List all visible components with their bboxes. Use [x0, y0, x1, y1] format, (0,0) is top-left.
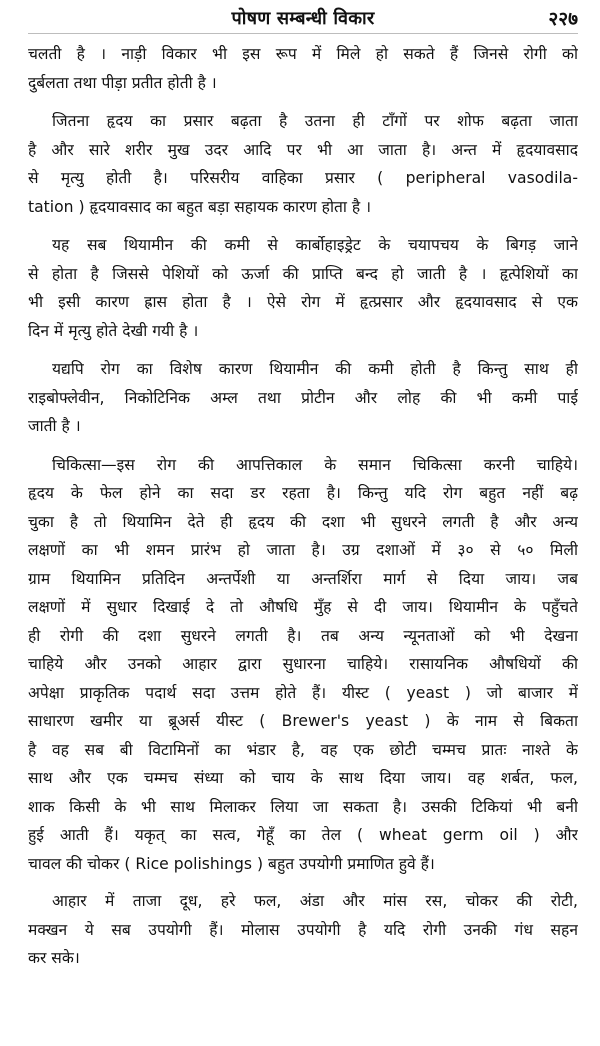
text-line: लक्षणों का भी शमन प्रारंभ हो जाता है। उग्र दशाओं में ३० से ५० मिली [28, 541, 578, 559]
text-line: दिन में मृत्यु होते देखी गयी है । [28, 321, 199, 340]
text-line: कर सके। [28, 949, 80, 967]
text-line: मक्खन ये सब उपयोगी हैं। मोलास उपयोगी है यदि रोगी उनकी गंध सहन [28, 920, 578, 939]
text-line: ही रोगी की दशा सुधरने लगती है। तब अन्य न्यूनताओं को भी देखना [28, 626, 578, 645]
paragraph-thiamine-deficiency [28, 231, 578, 345]
text-line: tation ) हृदयावसाद का बहुत बड़ा सहायक कारण होता है । [28, 197, 372, 216]
text-line: है वह सब बी विटामिनों का भंडार है, वह एक छोटी चम्मच प्रातः नाश्ते के [28, 740, 578, 759]
text-line: साधारण खमीर या ब्रूअर्स यीस्ट ( Brewer's yeast ) के नाम से बिकता [28, 712, 578, 730]
text-line: हुई आती हैं। यकृत् का सत्व, गेहूँ का तेल ( wheat germ oil ) और [28, 826, 578, 844]
text-line: साथ और एक चम्मच संध्या को चाय के साथ दिया जाय। वह शर्बत, फल, [28, 769, 578, 787]
text-line: अपेक्षा प्राकृतिक पदार्थ सदा उत्तम होते हैं। यीस्ट ( yeast ) जो बाजार में [28, 683, 578, 702]
text-line: चावल की चोकर ( Rice polishings ) बहुत उपयोगी प्रमाणित हुवे हैं। [28, 854, 435, 873]
paragraph-diet [28, 887, 578, 973]
text-line: चलती है । नाड़ी विकार भी इस रूप में मिले हो सकते हैं जिनसे रोगी को [28, 45, 578, 63]
text-line: से होता है जिससे पेशियों को ऊर्जा की प्राप्ति बन्द हो जाती है । हृत्पेशियों का [28, 264, 578, 283]
text-line: आहार में ताजा दूध, हरे फल, अंडा और मांस रस, चोकर की रोटी, [52, 892, 578, 910]
text-line: शाक किसी के भी साथ मिलाकर लिया जा सकता है। उसकी टिकियां भी बनी [28, 797, 578, 816]
paragraph-continuation [28, 40, 578, 97]
text-line: चुका है तो थियामिन देते ही हृदय की दशा भी सुधरने लगती है और अन्य [28, 512, 578, 531]
paragraph-heart-dilation [28, 107, 578, 221]
text-line: दुर्बलता तथा पीड़ा प्रतीत होती है । [28, 73, 217, 92]
text-line: जितना हृदय का प्रसार बढ़ता है उतना ही टाँगों पर शोफ बढ़ता जाता [52, 112, 578, 130]
text-line: लक्षणों में सुधार दिखाई दे तो औषधि मुँह से दी जाय। थियामीन के पहुँचते [28, 598, 578, 616]
text-line: जाती है । [28, 417, 81, 435]
text-line: हृदय के फेल होने का सदा डर रहता है। किन्तु यदि रोग बहुत नहीं बढ़ [28, 484, 578, 502]
page-number: २२७ [548, 8, 578, 30]
text-line: चिकित्सा—इस रोग की आपत्तिकाल के समान चिकित्सा करनी चाहिये। [52, 455, 578, 474]
text-line: है और सारे शरीर मुख उदर आदि पर भी आ जाता है। अन्त में हृदयावसाद [28, 140, 578, 159]
text-line: राइबोफ्लेवीन, निकोटिनिक अम्ल तथा प्रोटीन और लोह की भी कमी पाई [28, 388, 578, 407]
text-line: यह सब थियामीन की कमी से कार्बोहाइड्रेट के चयापचय के बिगड़ जाने [52, 236, 578, 254]
text-line: यद्यपि रोग का विशेष कारण थियामीन की कमी होती है किन्तु साथ ही [52, 360, 578, 378]
text-line: चाहिये और उनको आहार द्वारा सुधारना चाहिये। रासायनिक औषधियों की [28, 655, 578, 673]
paragraph-treatment [28, 451, 578, 879]
page-header [28, 6, 578, 40]
text-line: से मृत्यु होती है। परिसरीय वाहिका प्रसार ( peripheral vasodila- [28, 169, 578, 187]
text-line: भी इसी कारण ह्रास होता है । ऐसे रोग में हृत्प्रसार और हृदयावसाद से एक [28, 293, 578, 311]
running-title: पोषण सम्बन्धी विकार [231, 8, 375, 29]
text-line: ग्राम थियामिन प्रतिदिन अन्तर्पेशी या अन्तर्शिरा मार्ग से दिया जाय। जब [28, 569, 578, 588]
header-rule [28, 33, 578, 34]
paragraph-other-deficiencies [28, 355, 578, 441]
